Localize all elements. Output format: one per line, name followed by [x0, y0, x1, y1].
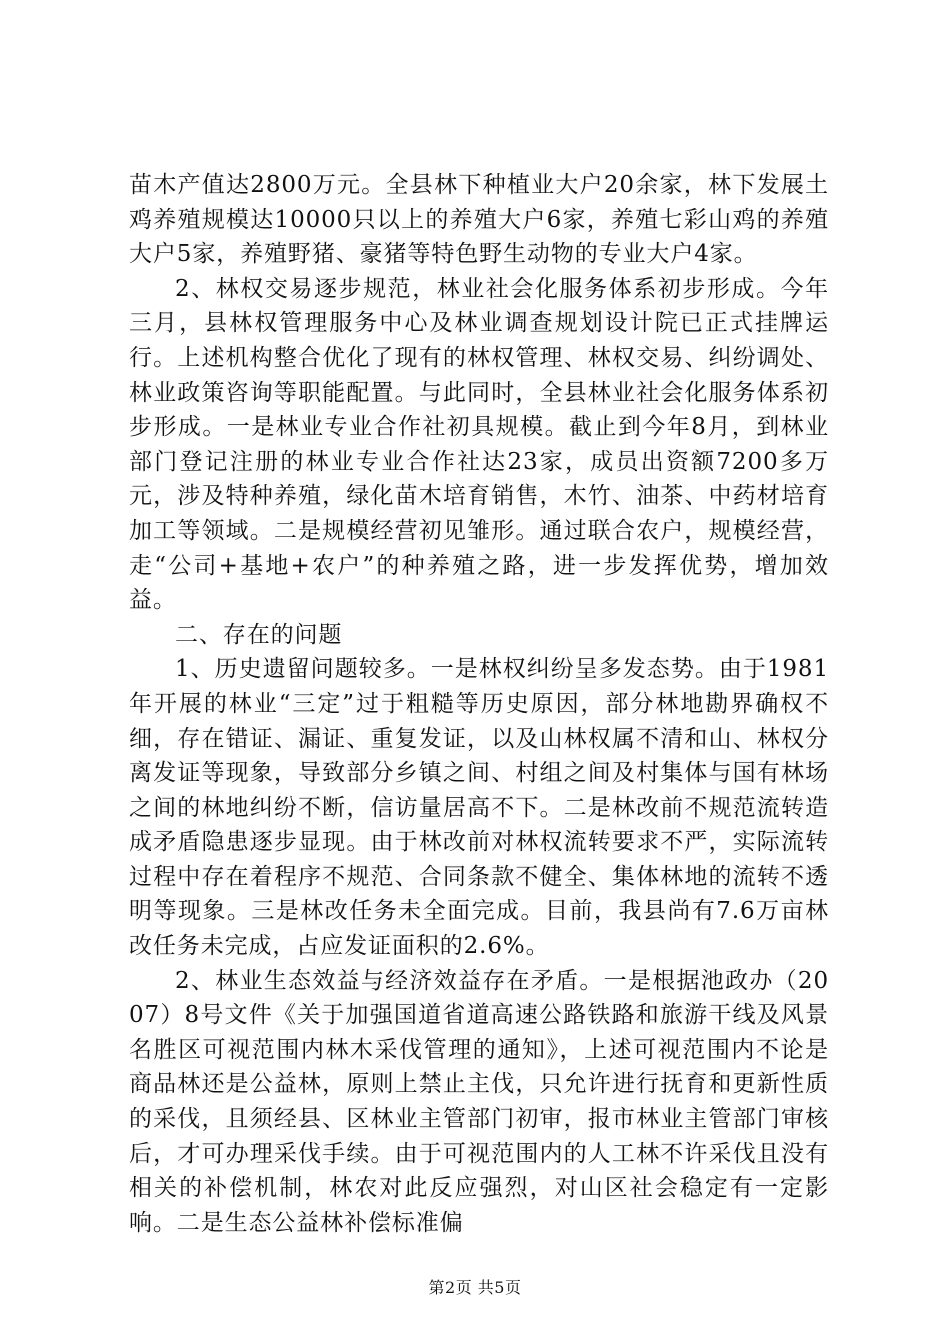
paragraph-forest-economy-continued: 苗木产值达2800万元。全县林下种植业大户20余家，林下发展土鸡养殖规模达10000只以上的养殖大户6家，养殖七彩山鸡的养殖大户5家，养殖野猪、豪猪等特色野生动物的专业大户4家。	[129, 172, 829, 268]
page-footer	[0, 1275, 950, 1298]
paragraph-ecology-conflict: 2、林业生态效益与经济效益存在矛盾。一是根据池政办（2007）8号文件《关于加强国道省道高速公路铁路和旅游干线及风景名胜区可视范围内林木采伐管理的通知》，上述可视范围内不论是商品林还是公益林，原则上禁止主伐，只允许进行抚育和更新性质的采伐，且须经县、区林业主管部门初审，报市林业主管部门审核后，才可办理采伐手续。由于可视范围内的人工林不许采伐且没有相关的补偿机制，林农对此反应强烈，对山区社会稳定有一定影响。二是生态公益林补偿标准偏	[129, 967, 829, 1236]
page-number-label: 第2页 共5页	[428, 1278, 522, 1297]
document-body	[129, 168, 829, 1240]
paragraph-history-issues: 1、历史遗留问题较多。一是林权纠纷呈多发态势。由于1981年开展的林业“三定”过于粗糙等历史原因，部分林地勘界确权不细，存在错证、漏证、重复发证，以及山林权属不清和山、林权分离发证等现象，导致部分乡镇之间、村组之间及村集体与国有林场之间的林地纠纷不断，信访量居高不下。二是林改前不规范流转造成矛盾隐患逐步显现。由于林改前对林权流转要求不严，实际流转过程中存在着程序不规范、合同条款不健全、集体林地的流转不透明等现象。三是林改任务未全面完成。目前，我县尚有7.6万亩林改任务未完成，占应发证面积的2.6%。	[129, 656, 829, 960]
paragraph-forest-trade: 2、林权交易逐步规范，林业社会化服务体系初步形成。今年三月，县林权管理服务中心及林业调查规划设计院已正式挂牌运行。上述机构整合优化了现有的林权管理、林权交易、纠纷调处、林业政策咨询等职能配置。与此同时，全县林业社会化服务体系初步形成。一是林业专业合作社初具规模。截止到今年8月，到林业部门登记注册的林业专业合作社达23家，成员出资额7200多万元，涉及特种养殖，绿化苗木培育销售，木竹、油茶、中药材培育加工等领域。二是规模经营初见雏形。通过联合农户，规模经营，走“公司+基地+农户”的种养殖之路，进一步发挥优势，增加效益。	[129, 275, 829, 614]
section-heading-problems: 二、存在的问题	[175, 621, 343, 648]
